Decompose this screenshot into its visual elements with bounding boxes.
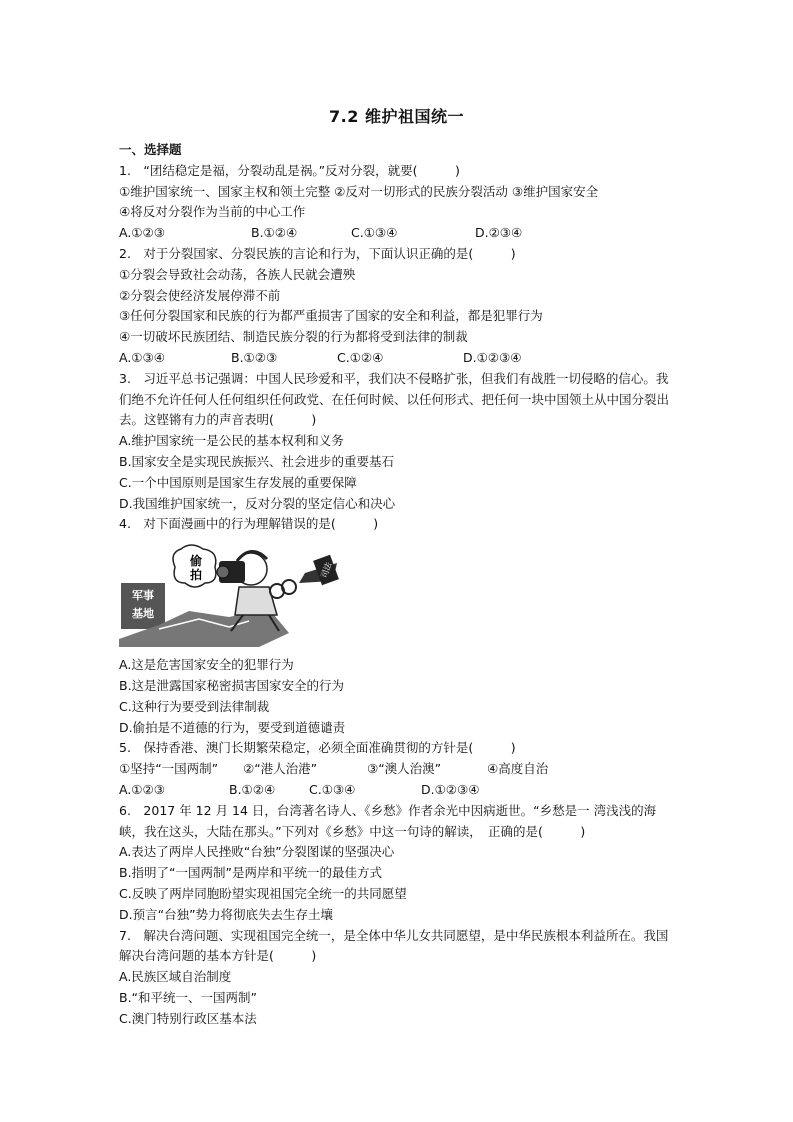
option-d[interactable]: D.①②③④: [421, 781, 480, 797]
question-7-option-b[interactable]: B.“和平统一、一国两制”: [119, 989, 258, 1005]
item-4: ④高度自治: [487, 761, 549, 777]
question-3-stem: 3. 习近平总书记强调：中国人民珍爱和平，我们决不侵略扩张，但我们有战胜一切侵略的信心。我们绝不允许任何人任何组织任何政党、在任何时候、以任何形式、把任何一块中国领土从中国分裂出去。这铿锵有力的声音表明( ): [119, 370, 670, 428]
question-2-stem: 2. 对于分裂国家、分裂民族的言论和行为，下面认识正确的是( ): [119, 245, 516, 261]
question-2-options: [119, 348, 679, 369]
question-list: [119, 140, 679, 1029]
question-5-stem: 5. 保持香港、澳门长期繁荣稳定，必须全面准确贯彻的方针是( ): [119, 740, 516, 756]
question-6-option-a[interactable]: A.表达了两岸人民挫败“台独”分裂图谋的坚强决心: [119, 844, 395, 860]
option-c[interactable]: C.①③④: [351, 225, 398, 241]
question-1-options: [119, 223, 679, 244]
question-4-option-b[interactable]: B.这是泄露国家秘密损害国家安全的行为: [119, 677, 345, 693]
svg-text:司法: 司法: [319, 561, 334, 580]
question-1-statements-a: ①维护国家统一、国家主权和领土完整 ②反对一切形式的民族分裂活动 ③维护国家安全: [119, 183, 599, 199]
question-2-statement-4: ④一切破坏民族团结、制造民族分裂的行为都将受到法律的制裁: [119, 329, 468, 345]
page-title: 7.2 维护祖国统一: [329, 107, 464, 126]
option-d[interactable]: D.①②③④: [463, 349, 522, 365]
base-sign-text-2: 基地: [132, 607, 154, 621]
question-5-options: [119, 780, 679, 801]
base-sign-text-1: 军事: [132, 589, 154, 603]
option-b[interactable]: B.①②③: [231, 349, 278, 365]
question-4-option-a[interactable]: A.这是危害国家安全的犯罪行为: [119, 657, 294, 673]
question-6-option-c[interactable]: C.反映了两岸同胞盼望实现祖国完全统一的共同愿望: [119, 885, 407, 901]
spy-cartoon: [119, 539, 339, 649]
item-1: ①坚持“一国两制”: [119, 761, 219, 777]
option-d[interactable]: D.②③④: [475, 225, 523, 241]
option-c[interactable]: C.①②④: [337, 349, 384, 365]
question-1-statements-b: ④将反对分裂作为当前的中心工作: [119, 204, 306, 220]
question-2-statement-2: ②分裂会使经济发展停滞不前: [119, 287, 281, 303]
question-6-option-d[interactable]: D.预言“台独”势力将彻底失去生存土壤: [119, 906, 334, 922]
option-a[interactable]: A.①③④: [119, 349, 165, 365]
question-7-option-c[interactable]: C.澳门特别行政区基本法: [119, 1010, 257, 1026]
question-3-option-d[interactable]: D.我国维护国家统一，反对分裂的坚定信心和决心: [119, 495, 396, 511]
question-1-stem: 1. “团结稳定是福，分裂动乱是祸。”反对分裂，就要( ): [119, 162, 460, 178]
svg-text:偷: 偷: [189, 554, 203, 569]
question-4-option-d[interactable]: D.偷拍是不道德的行为，要受到道德谴责: [119, 719, 346, 735]
option-a[interactable]: A.①②③: [119, 225, 165, 241]
option-a[interactable]: A.①②③: [119, 781, 165, 797]
cartoon-illustration: [119, 539, 339, 649]
question-7-option-a[interactable]: A.民族区域自治制度: [119, 969, 232, 985]
question-3-option-b[interactable]: B.国家安全是实现民族振兴、社会进步的重要基石: [119, 453, 395, 469]
item-3: ③“澳人治澳”: [367, 761, 442, 777]
item-2: ②“港人治港”: [243, 761, 318, 777]
question-6-option-b[interactable]: B.指明了“一国两制”是两岸和平统一的最佳方式: [119, 865, 383, 881]
question-5-items: [119, 759, 679, 780]
question-2-statement-1: ①分裂会导致社会动荡，各族人民就会遭殃: [119, 266, 356, 282]
question-6-stem: 6. 2017 年 12 月 14 日，台湾著名诗人、《乡愁》作者余光中因病逝世。“乡愁是一 湾浅浅的海峡，我在这头，大陆在那头。”下列对《乡愁》中这一句诗的解读， 正确的是( ): [119, 802, 657, 839]
svg-text:军事: [132, 588, 154, 602]
question-3-option-c[interactable]: C.一个中国原则是国家生存发展的重要保障: [119, 474, 357, 490]
svg-text:基地: [132, 606, 154, 620]
option-b[interactable]: B.①②④: [229, 781, 276, 797]
section-heading: 一、选择题: [119, 142, 182, 157]
question-3-option-a[interactable]: A.维护国家统一是公民的基本权利和义务: [119, 433, 344, 449]
question-4-stem: 4. 对下面漫画中的行为理解错误的是( ): [119, 516, 379, 532]
svg-text:拍: 拍: [189, 568, 203, 583]
question-7-stem: 7. 解决台湾问题、实现祖国完全统一，是全体中华儿女共同愿望，是中华民族根本利益所在。我国解决台湾问题的基本方针是( ): [119, 927, 669, 964]
option-b[interactable]: B.①②④: [251, 225, 298, 241]
option-c[interactable]: C.①③④: [309, 781, 356, 797]
question-4-option-c[interactable]: C.这种行为要受到法律制裁: [119, 698, 270, 714]
question-2-statement-3: ③任何分裂国家和民族的行为都严重损害了国家的安全和利益，都是犯罪行为: [119, 308, 543, 324]
